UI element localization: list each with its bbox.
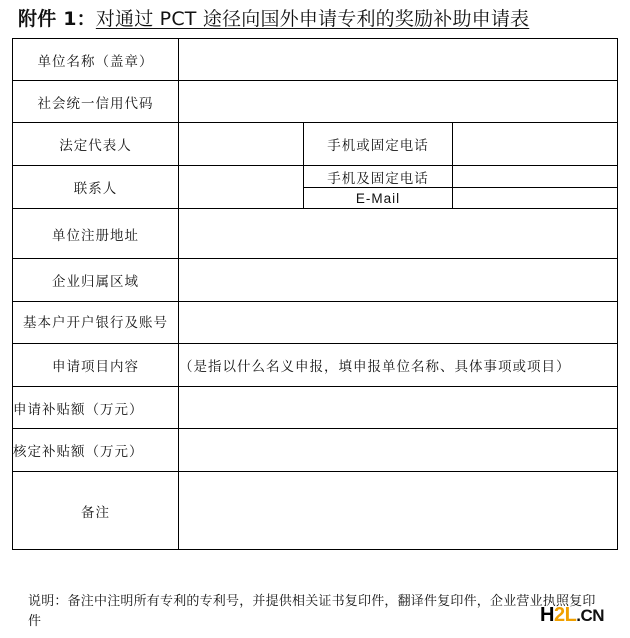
apply-amount-field[interactable] (179, 387, 618, 429)
form-title (18, 4, 618, 34)
row-approved-amount (13, 429, 618, 472)
approved-amount-field[interactable] (179, 429, 618, 472)
apply-amount-label: 申请补贴额（万元） (13, 387, 179, 429)
row-bank (13, 302, 618, 344)
row-credit-code (13, 81, 618, 123)
bank-label: 基本户开户银行及账号 (13, 302, 179, 344)
site-watermark (540, 604, 604, 627)
row-contact (13, 166, 618, 188)
email-label: E-Mail (304, 188, 453, 209)
approved-amount-label: 核定补贴额（万元） (13, 429, 179, 472)
phone-field[interactable] (453, 123, 618, 166)
contact-phone-field[interactable] (453, 166, 618, 188)
watermark-part-a: H (540, 604, 554, 626)
remarks-field[interactable] (179, 472, 618, 550)
watermark-part-c: .CN (576, 606, 605, 625)
contact-field[interactable] (179, 166, 304, 209)
email-field[interactable] (453, 188, 618, 209)
remarks-label: 备注 (13, 472, 179, 550)
address-field[interactable] (179, 209, 618, 259)
footnote: 说明：备注中注明所有专利的专利号，并提供相关证书复印件，翻译件复印件，企业营业执照复印件 (28, 594, 596, 629)
bank-field[interactable] (179, 302, 618, 344)
district-field[interactable] (179, 259, 618, 302)
row-apply-amount (13, 387, 618, 429)
contact-phone-label: 手机及固定电话 (304, 166, 453, 188)
row-legal-rep (13, 123, 618, 166)
credit-code-label: 社会统一信用代码 (13, 81, 179, 123)
row-district (13, 259, 618, 302)
project-label: 申请项目内容 (13, 344, 179, 387)
legal-rep-field[interactable] (179, 123, 304, 166)
row-remarks (13, 472, 618, 550)
project-hint[interactable]: （是指以什么名义申报，填申报单位名称、具体事项或项目） (179, 344, 618, 387)
contact-label: 联系人 (13, 166, 179, 209)
application-form-table (12, 38, 618, 550)
title-name: 对通过 PCT 途径向国外申请专利的奖励补助申请表 (95, 8, 530, 30)
row-address (13, 209, 618, 259)
row-unit-name (13, 39, 618, 81)
unit-name-field[interactable] (179, 39, 618, 81)
district-label: 企业归属区域 (13, 259, 179, 302)
row-project (13, 344, 618, 387)
legal-rep-label: 法定代表人 (13, 123, 179, 166)
unit-name-label: 单位名称（盖章） (13, 39, 179, 81)
watermark-part-b: 2L (553, 604, 577, 626)
phone-label: 手机或固定电话 (304, 123, 453, 166)
address-label: 单位注册地址 (13, 209, 179, 259)
credit-code-field[interactable] (179, 81, 618, 123)
title-prefix: 附件 1： (18, 8, 96, 30)
